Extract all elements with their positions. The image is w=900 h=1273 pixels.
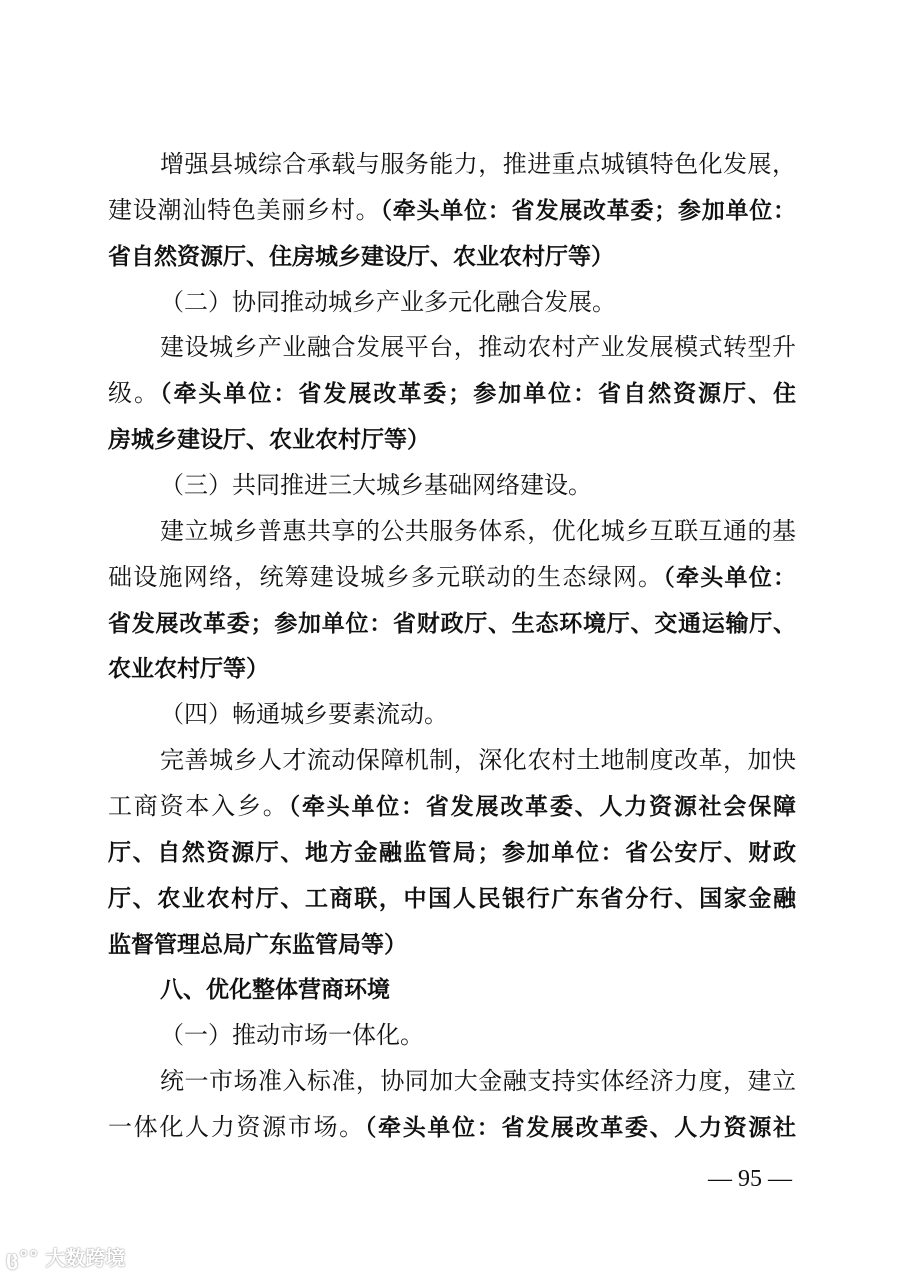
text: 完善城乡人才流动保障机制，深化农村土地制度改革，加快 xyxy=(160,746,796,775)
responsible-units: （牵头单位：省发展改革委、人力资源社 xyxy=(364,1115,796,1142)
text-line xyxy=(108,876,796,922)
text: （二）协同推动城乡产业多元化融合发展。 xyxy=(160,287,616,316)
subheading xyxy=(108,280,796,326)
text-line xyxy=(108,601,796,647)
text: 工商资本入乡。 xyxy=(108,792,289,821)
text: 建立城乡普惠共享的公共服务体系，优化城乡互联互通的基 xyxy=(160,516,796,545)
text-line xyxy=(108,371,796,417)
text: 统一市场准入标准，协同加大金融支持实体经济力度，建立 xyxy=(160,1067,796,1096)
responsible-units: （牵头单位：省发展改革委；参加单位：省自然资源厅、住 xyxy=(159,381,796,408)
text-line xyxy=(108,1105,796,1151)
responsible-units: （牵头单位：省发展改革委；参加单位： xyxy=(380,197,796,224)
text: （四）畅通城乡要素流动。 xyxy=(160,700,448,729)
text: 一体化人力资源市场。 xyxy=(108,1113,365,1142)
text-line xyxy=(108,1059,796,1105)
watermark-icon: ც°° xyxy=(6,1246,39,1270)
watermark-logo xyxy=(6,1242,125,1271)
section-heading xyxy=(108,967,796,1013)
responsible-units: （牵头单位：省发展改革委、人力资源社会保障 xyxy=(288,794,796,821)
text-line xyxy=(108,646,796,692)
responsible-units: 省自然资源厅、住房城乡建设厅、农业农村厅等） xyxy=(108,243,614,270)
document-body xyxy=(108,142,796,1151)
text-line xyxy=(108,555,796,601)
responsible-units: 厅、农业农村厅、工商联，中国人民银行广东省分行、国家金融 xyxy=(108,885,796,912)
responsible-units: 房城乡建设厅、农业农村厅等） xyxy=(108,427,430,454)
text-line xyxy=(108,188,796,234)
text: 建设潮汕特色美丽乡村。 xyxy=(108,195,381,224)
heading-text: 八、优化整体营商环境 xyxy=(160,977,390,1004)
subheading xyxy=(108,1013,796,1059)
text-line xyxy=(108,738,796,784)
watermark-text: 大数跨境 xyxy=(45,1246,126,1270)
text: 级。 xyxy=(108,379,160,408)
subheading xyxy=(108,692,796,738)
text-line xyxy=(108,142,796,188)
text: （三）共同推进三大城乡基础网络建设。 xyxy=(160,471,592,500)
text: 础设施网络，统筹建设城乡多元联动的生态绿网。 xyxy=(108,562,664,591)
responsible-units: 厅、自然资源厅、地方金融监管局；参加单位：省公安厅、财政 xyxy=(108,839,796,866)
text-line xyxy=(108,325,796,371)
responsible-units: （牵头单位： xyxy=(663,564,796,591)
text-line xyxy=(108,922,796,968)
text: 增强县城综合承载与服务能力，推进重点城镇特色化发展， xyxy=(160,150,796,178)
text-line xyxy=(108,234,796,280)
responsible-units: 监督管理总局广东监管局等） xyxy=(108,931,407,958)
responsible-units: 农业农村厅等） xyxy=(108,656,269,683)
responsible-units: 省发展改革委；参加单位：省财政厅、生态环境厅、交通运输厅、 xyxy=(108,610,796,637)
subheading xyxy=(108,463,796,509)
text: （一）推动市场一体化。 xyxy=(160,1021,424,1050)
text-line xyxy=(108,830,796,876)
page-number: — 95 — xyxy=(708,1166,792,1192)
text-line xyxy=(108,509,796,555)
text-line xyxy=(108,417,796,463)
text-line xyxy=(108,784,796,830)
text: 建设城乡产业融合发展平台，推动农村产业发展模式转型升 xyxy=(160,333,796,362)
